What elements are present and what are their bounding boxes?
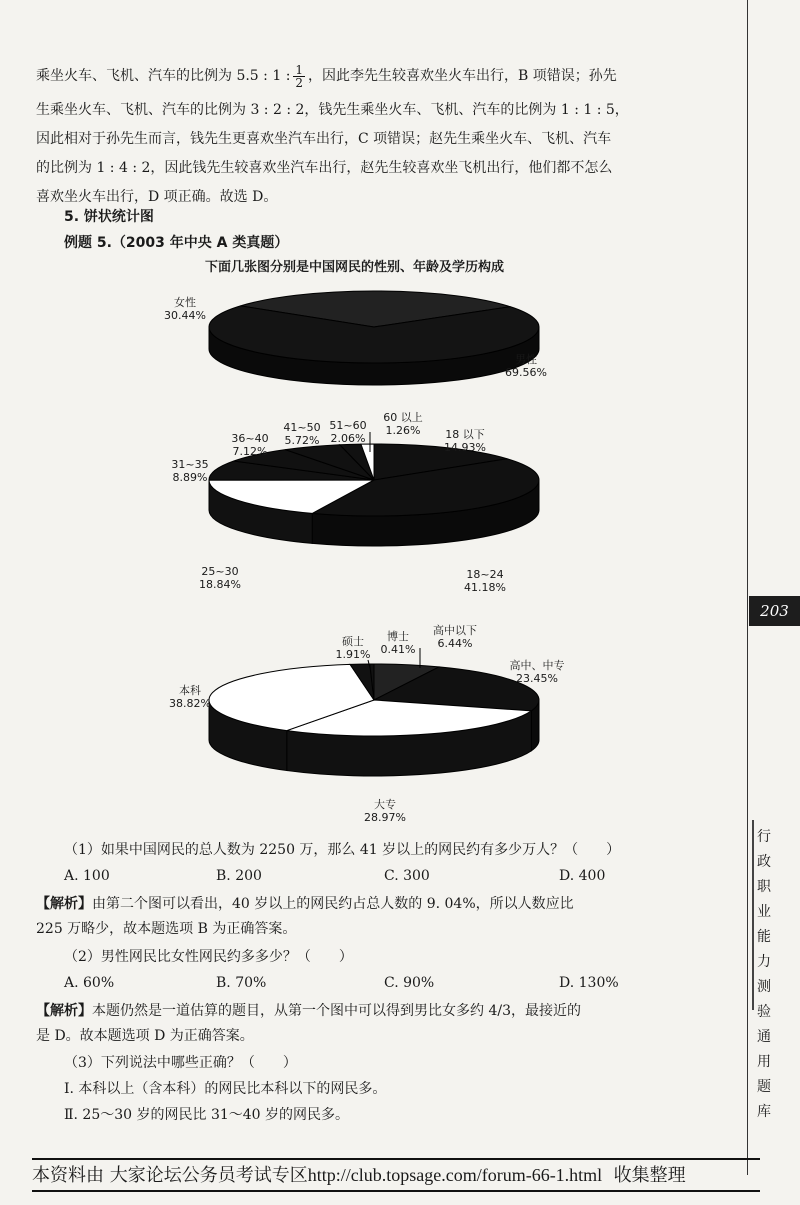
chart-title: 下面几张图分别是中国网民的性别、年龄及学历构成 — [205, 260, 505, 275]
footer-url[interactable]: http://club.topsage.com/forum-66-1.html — [307, 1165, 603, 1185]
label-edu-below-high: 高中以下 6.44% — [433, 624, 477, 650]
label-edu-master: 硕士 1.91% — [335, 635, 371, 661]
label-edu-high-school: 高中、中专 23.45% — [509, 659, 565, 685]
label-age-25-30: 25~30 18.84% — [199, 565, 241, 591]
label-age-over60: 60 以上 1.26% — [383, 411, 423, 437]
q3-item2: Ⅱ. 25～30 岁的网民比 31～40 岁的网民多。 — [64, 1107, 350, 1123]
para1-line2: 生乘坐火车、飞机、汽车的比例为 3 : 2 : 2，钱先生乘坐火车、飞机、汽车的比例为 1 : 1 : 5， — [36, 102, 629, 118]
example-heading: 例题 5.（2003 年中央 A 类真题） — [64, 235, 289, 251]
q2-analysis-line2: 是 D。故本题选项 D 为正确答案。 — [36, 1028, 254, 1044]
para1-line4: 的比例为 1 : 4 : 2，因此钱先生较喜欢坐汽车出行，赵先生较喜欢坐飞机出行，他们都不怎么 — [36, 160, 613, 176]
q1-analysis-line2: 225 万略少，故本题选项 B 为正确答案。 — [36, 921, 297, 937]
label-age-36-40: 36~40 7.12% — [231, 432, 269, 458]
pie-chart-education — [209, 664, 539, 776]
label-edu-college: 大专 28.97% — [364, 798, 406, 824]
page-number-tab: 203 — [749, 596, 800, 626]
q2-option-a: A. 60% — [64, 975, 115, 991]
footer-source: 本资料由 大家论坛公务员考试专区 — [32, 1165, 308, 1186]
label-age-31-35: 31~35 8.89% — [171, 458, 209, 484]
label-age-18-24: 18~24 41.18% — [464, 568, 506, 594]
q1-text: （1）如果中国网民的总人数为 2250 万，那么 41 岁以上的网民约有多少万人？（ ） — [64, 842, 621, 858]
label-female: 女性 30.44% — [164, 296, 206, 322]
q3-item1: Ⅰ. 本科以上（含本科）的网民比本科以下的网民多。 — [64, 1081, 387, 1097]
q1-option-b: B. 200 — [216, 868, 262, 884]
q2-option-d: D. 130% — [559, 975, 619, 991]
para1-line5: 喜欢坐火车出行，D 项正确。故选 D。 — [36, 189, 278, 205]
para1-line1-post: ，因此李先生较喜欢坐火车出行，B 项错误；孙先 — [308, 68, 617, 84]
q3-text: （3）下列说法中哪些正确？（ ） — [64, 1055, 297, 1071]
label-edu-doctor: 博士 0.41% — [380, 630, 416, 656]
pie-chart-age — [209, 444, 539, 546]
q1-option-a: A. 100 — [64, 868, 110, 884]
label-age-under18: 18 以下 14.93% — [444, 428, 486, 454]
fraction-denominator: 2 — [295, 75, 304, 90]
label-age-41-50: 41~50 5.72% — [283, 421, 321, 447]
para1-line1-pre: 乘坐火车、飞机、汽车的比例为 5.5 : 1 : — [36, 68, 291, 84]
q1-analysis-line1: 【解析】由第二个图可以看出，40 岁以上的网民约占总人数的 9. 04%，所以人数应比 — [36, 896, 574, 912]
side-label: 行 政 职 业 能 力 测 验 通 用 题 库 — [757, 829, 771, 1120]
footer-collected: 收集整理 — [613, 1165, 686, 1186]
footer-banner — [32, 1158, 760, 1192]
q1-option-c: C. 300 — [384, 868, 430, 884]
q2-option-b: B. 70% — [216, 975, 267, 991]
para1-line3: 因此相对于孙先生而言，钱先生更喜欢坐汽车出行，C 项错误；赵先生乘坐火车、飞机、汽车 — [36, 131, 612, 147]
q2-text: （2）男性网民比女性网民约多多少？（ ） — [64, 949, 353, 965]
q2-analysis-line1: 【解析】本题仍然是一道估算的题目，从第一个图中可以得到男比女多约 4/3，最接近的 — [36, 1003, 581, 1019]
label-edu-bachelor: 本科 38.82% — [169, 684, 211, 710]
fraction-numerator: 1 — [295, 62, 304, 77]
section-heading: 5. 饼状统计图 — [64, 209, 154, 225]
q1-option-d: D. 400 — [559, 868, 606, 884]
label-male: 男性 69.56% — [505, 353, 547, 379]
q1-analysis-tag: 【解析】 — [36, 896, 92, 912]
label-age-51-60: 51~60 2.06% — [329, 419, 367, 445]
pie-chart-gender — [209, 291, 539, 385]
q2-analysis-tag: 【解析】 — [36, 1003, 92, 1019]
q2-option-c: C. 90% — [384, 975, 435, 991]
